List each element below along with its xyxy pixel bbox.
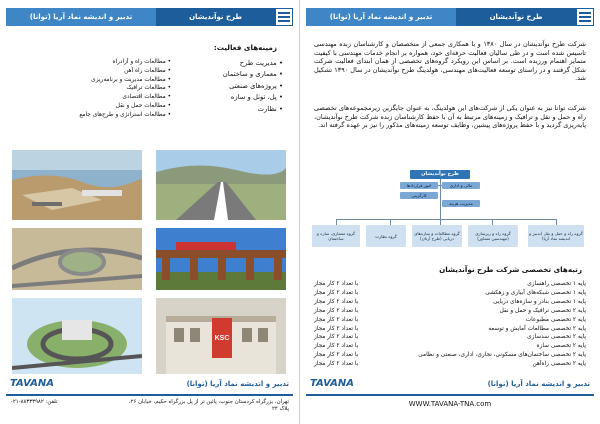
- org-connector: [336, 219, 556, 220]
- ranks-title: رتبه‌های تخصصی شرکت طرح نوآندیشان: [439, 265, 582, 274]
- activity-item: • مطالعات اقتصادی: [79, 93, 171, 102]
- org-group-node: گروه نظارت: [366, 225, 406, 247]
- activities-title: زمینه‌های فعالیت:: [213, 43, 277, 52]
- activity-item: • پروژه‌های صنعتی: [223, 81, 283, 92]
- rank-count: با تعداد ۲ کار مجاز: [314, 334, 359, 341]
- intro-paragraph-2: شرکت توانا نیز به عنوان یکی از شرکت‌های این هولدینگ، به عنوان جایگزین زیرمجموعه‌های تخصصی راه و حمل و نقل و ترافیک و زمینه‌های مرتبط به آن با حفظ کارشناسان زبده شرکت طرح نوآندیشان، پایه‌ریزی گردید و با حفظ پروژه‌های پیشین، وظایف توسعه زمینه‌های مذکور را نیز بر عهده گرفته اند.: [314, 104, 586, 130]
- rank-count: با تعداد ۲ کار مجاز: [314, 298, 359, 305]
- rank-row: [314, 333, 586, 342]
- rank-label: پایه ۲ تخصصی سازه: [536, 343, 586, 350]
- rank-label: پایه ۲ تخصصی سدسازی: [527, 334, 586, 341]
- activity-item: • مطالعات استراتژی و طرح‌های جامع: [79, 111, 171, 120]
- roundabout-render-photo: [12, 298, 142, 374]
- rank-label: پایه ۱ تخصصی شبکه‌های آبیاری و زهکشی: [485, 289, 586, 296]
- rank-label: پایه ۱ تخصصی راهسازی: [527, 281, 586, 287]
- rank-row: [314, 360, 586, 369]
- org-group-node: گروه راه و زیرسازی (مهندسین مشاور): [468, 225, 518, 247]
- rank-count: با تعداد ۲ کار مجاز: [314, 316, 359, 323]
- rank-count: با تعداد ۲ کار مجاز: [314, 307, 359, 314]
- rank-row: [314, 342, 586, 351]
- activity-item: • مطالعات حمل و نقل: [79, 102, 171, 111]
- right-footer-company: تدبیر و اندیشه نماد آریا (توانا): [487, 380, 590, 388]
- org-top-node: طرح نوآندیشان: [410, 170, 470, 179]
- rank-row: [314, 316, 586, 325]
- rank-count: با تعداد ۲ کار مجاز: [314, 281, 359, 287]
- activity-item: • معماری و ساختمان: [223, 69, 283, 80]
- rank-count: با تعداد ۲ کار مجاز: [314, 289, 359, 296]
- right-page: [300, 0, 600, 424]
- logo-icon: [275, 8, 293, 26]
- org-mid-node: مالی و اداری: [442, 182, 480, 189]
- left-footer: [6, 376, 293, 424]
- left-header-company: تدبیر و اندیشه نماد آریا (توانا): [6, 8, 156, 26]
- activity-item: • مطالعات راه آهن: [79, 67, 171, 76]
- activity-item: • مطالعات ترافیک: [79, 84, 171, 93]
- ksc-sign: KSC: [214, 335, 230, 342]
- activity-item: • مدیریت طرح: [223, 58, 283, 69]
- rank-label: پایه ۲ تخصصی راه‌آهن: [532, 361, 586, 368]
- org-group-node: گروه مطالعات و سازه‌های دریایی (طرح آرتان): [412, 225, 462, 247]
- right-header-title: طرح نوآندیشان: [456, 8, 576, 26]
- footer-divider: [6, 394, 293, 396]
- rail-bridge-photo: [156, 228, 286, 290]
- rank-label: پایه ۲ تخصصی مطبوعات: [525, 316, 586, 323]
- activity-item: • پل، تونل و سازه: [223, 92, 283, 103]
- org-mid-node: امور قراردادها: [400, 182, 438, 189]
- rank-label: پایه ۱ تخصصی بنادر و سازه‌های دریایی: [493, 298, 586, 305]
- rank-row: [314, 351, 586, 360]
- rank-count: با تعداد ۲ کار مجاز: [314, 361, 359, 368]
- highway-photo: [156, 150, 286, 220]
- port-aerial-photo: [12, 150, 142, 220]
- right-header-company: تدبیر و اندیشه نماد آریا (توانا): [306, 8, 456, 26]
- activities-list-studies: [79, 58, 171, 120]
- rank-count: با تعداد ۲ کار مجاز: [314, 352, 359, 359]
- rank-row: [314, 307, 586, 316]
- rank-label: پایه ۲ تخصصی ترافیک و حمل و نقل: [499, 307, 586, 314]
- right-footer: [306, 376, 594, 424]
- ranks-list: [314, 280, 586, 369]
- org-mid-node: کارگزینی: [400, 192, 438, 199]
- logo-icon: [576, 8, 594, 26]
- activities-list-main: [223, 58, 283, 115]
- footer-divider: [306, 394, 594, 396]
- activity-item: • مطالعات مدیریت و برنامه‌ریزی: [79, 76, 171, 85]
- org-mid-node: مدیریت هزینه: [442, 200, 480, 207]
- org-group-node: گروه راه و حمل و نقل (تدبیر و اندیشه نماد آریا): [528, 225, 584, 247]
- left-footer-brand: TAVANA: [10, 378, 55, 389]
- rank-label: پایه ۲ تخصصی ساختمان‌های مسکونی، تجاری، اداری، صنعتی و نظامی: [418, 352, 586, 359]
- website-link[interactable]: WWW.TAVANA-TNA.com: [408, 400, 492, 408]
- activity-item: • نظارت: [223, 104, 283, 115]
- rank-row: [314, 289, 586, 298]
- rank-row: [314, 325, 586, 334]
- left-footer-company: تدبیر و اندیشه نماد آریا (توانا): [186, 380, 289, 388]
- rank-row: [314, 298, 586, 307]
- rank-row: [314, 280, 586, 289]
- intro-paragraph-1: شرکت طرح نوآندیشان در سال ۱۳۸۰ و با همکاری جمعی از متخصصان و کارشناسان زبده مهندسی تاسیس شده است و در طی سالیان فعالیت حرفه‌ای خود، همواره بر انجام خدمات مهندسی با کیفیت متمایز اهتمام ورزیده است. بر اساس این رویکرد گروه‌های تخصصی از همان ابتدای فعالیت شرکت شکل گرفتند و در راستای توسعه فعالیت‌های مهندسی، هولدینگ طرح نوآندیشان در سال ۱۳۹۰ تشکیل شد.: [314, 40, 586, 83]
- rank-count: با تعداد ۲ کار مجاز: [314, 343, 359, 350]
- org-group-node: گروه معماری، سازه و ساختمان: [312, 225, 360, 247]
- phone-text: تلفن: ۸۸۳۳۳۹۸۲-۰۲۱: [10, 399, 58, 405]
- left-header: [6, 8, 293, 26]
- building-ksc-photo: [156, 298, 286, 374]
- interchange-photo: [12, 228, 142, 290]
- address-text: تهران، بزرگراه کردستان جنوب، پائین تر از پل بزرگراه حکیم، خیابان ۲۶، پلاک ۲۴: [128, 399, 289, 412]
- rank-count: با تعداد ۲ کار مجاز: [314, 325, 359, 332]
- activity-item: • مطالعات راه و آزادراه: [79, 58, 171, 67]
- left-header-title: طرح نوآندیشان: [156, 8, 275, 26]
- right-footer-brand: TAVANA: [310, 378, 355, 389]
- rank-label: پایه ۲ تخصصی مطالعات آمایش و توسعه: [488, 325, 586, 332]
- right-header: [306, 8, 594, 26]
